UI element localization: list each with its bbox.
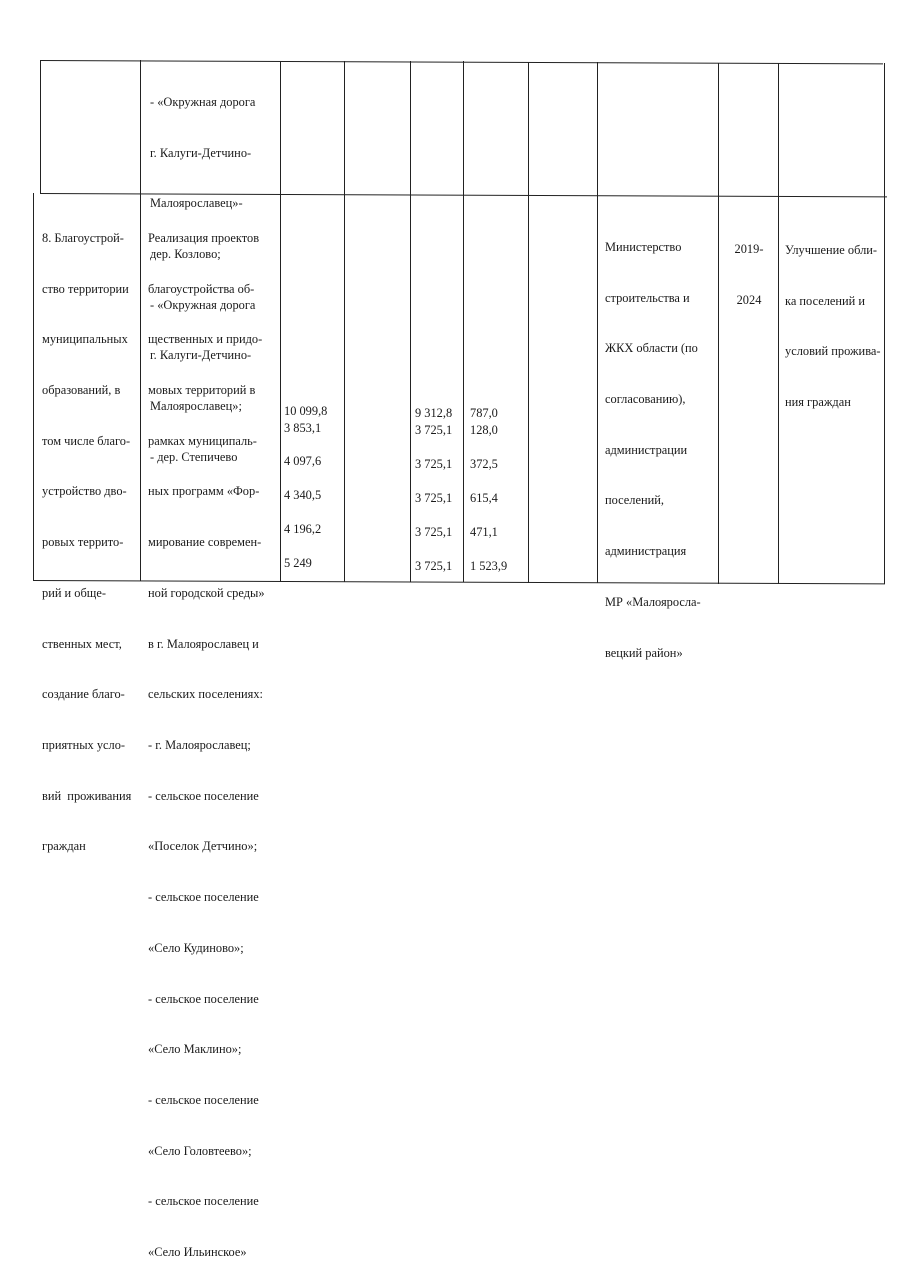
funding-a-value: 3 725,1 xyxy=(415,423,453,437)
funding-a-value: 3 725,1 xyxy=(415,525,453,539)
measure-cell: 8. Благоустрой- ство территории муниципальных образований, в том числе благо- устройство дво- ровых террито- рий и обще- ственных мест, создание благо- приятных усло- вий проживания граждан xyxy=(42,230,132,854)
funding-a-value: 3 725,1 xyxy=(415,491,453,505)
executors-cell: Министерство строительства и ЖКХ области (по согласованию), администрации поселений, администрация МР «Малояросла- вецкий район» xyxy=(605,239,701,660)
column-border xyxy=(778,63,779,584)
table-right-border xyxy=(884,63,885,584)
column-border xyxy=(463,61,464,582)
funding-b-value: 471,1 xyxy=(470,525,498,539)
column-border xyxy=(40,60,41,193)
period-cell: 2019- 2024 xyxy=(734,241,764,307)
column-border xyxy=(33,193,34,580)
total-value: 4 340,5 xyxy=(284,488,322,502)
column-border xyxy=(597,62,598,583)
description-cell: Реализация проектов благоустройства об- щественных и придо- мовых территорий в рамках муниципаль- ных программ «Фор- мирование современ- ной городской среды» в г. Малоярославец и сельских поселениях: - г. Малоярославец; - сельское поселение «Поселок Детчино»; - сельское поселение «Село Кудиново»; - сельское поселение «Село Маклино»; - сельское поселение «Село Головтеево»; - сельское поселение «Село Ильинское» xyxy=(148,230,265,1260)
total-value: 4 196,2 xyxy=(284,522,322,536)
column-border xyxy=(718,63,719,584)
total-value: 4 097,6 xyxy=(284,454,322,468)
funding-a-value: 3 725,1 xyxy=(415,457,453,471)
total-value: 5 249 xyxy=(284,556,312,570)
funding-b-value: 787,0 xyxy=(470,406,498,420)
funding-a-value: 9 312,8 xyxy=(415,406,453,420)
funding-b-value: 1 523,9 xyxy=(470,559,508,573)
column-border xyxy=(410,61,411,582)
total-value: 3 853,1 xyxy=(284,421,322,435)
funding-b-value: 128,0 xyxy=(470,423,498,437)
continued-road-list: - «Окружная дорога г. Калуги-Детчино- Малоярославец»- дер. Козлово; - «Окружная дорога г. Калуги-Детчино- Малоярославец»; - дер. Степичево xyxy=(150,94,256,464)
column-border xyxy=(344,61,345,582)
funding-a-value: 3 725,1 xyxy=(415,559,453,573)
column-border xyxy=(528,62,529,583)
funding-b-value: 615,4 xyxy=(470,491,498,505)
funding-b-value: 372,5 xyxy=(470,457,498,471)
total-value: 10 099,8 xyxy=(284,404,328,418)
column-border xyxy=(140,60,141,581)
expected-result-cell: Улучшение обли- ка поселений и условий прожива- ния граждан xyxy=(785,242,881,409)
column-border xyxy=(280,61,281,582)
